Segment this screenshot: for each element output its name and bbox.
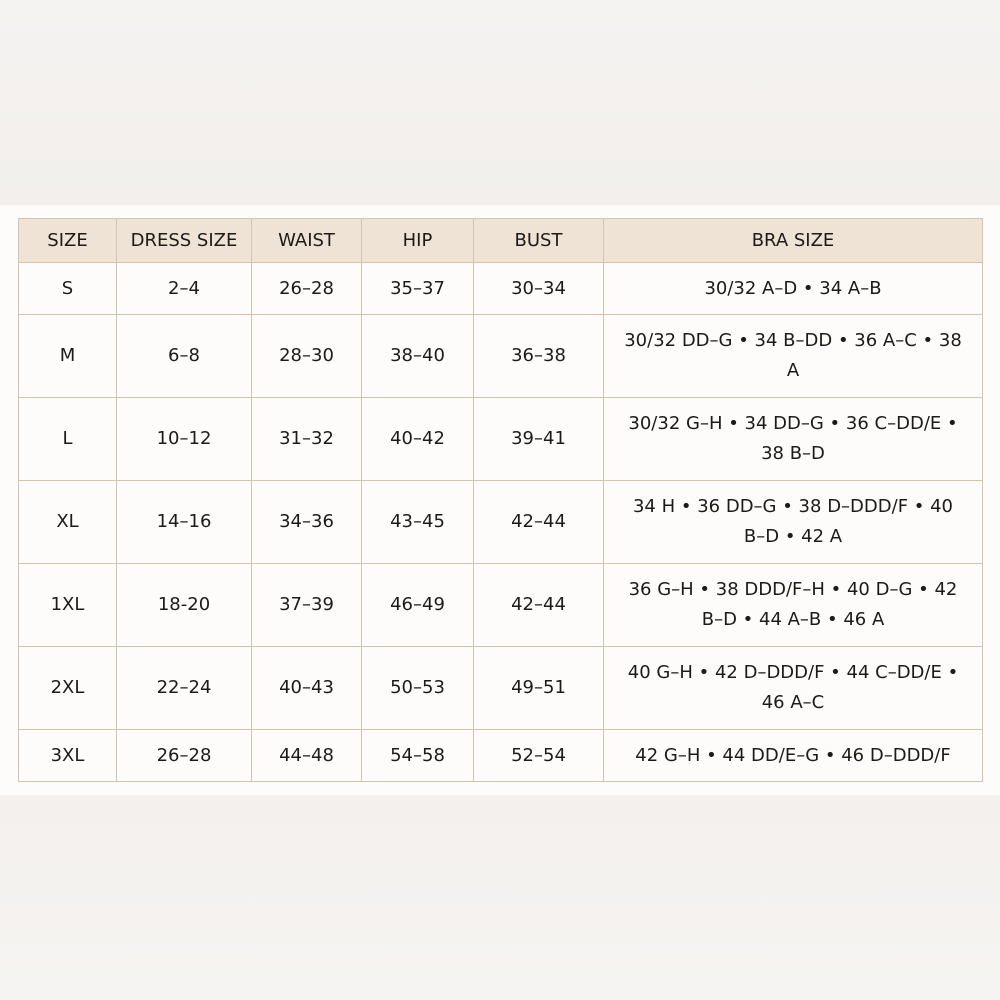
cell-bra-size: 40 G–H • 42 D–DDD/F • 44 C–DD/E • 46 A–C: [604, 647, 983, 730]
header-size: SIZE: [19, 219, 117, 263]
header-hip: HIP: [362, 219, 474, 263]
table-row-xl: [19, 481, 983, 564]
table-row-2xl: [19, 647, 983, 730]
cell-dress-size: 10–12: [117, 398, 252, 481]
cell-bra-size: 34 H • 36 DD–G • 38 D–DDD/F • 40 B–D • 42 A: [604, 481, 983, 564]
table-row-3xl: [19, 730, 983, 782]
cell-bust: 49–51: [474, 647, 604, 730]
cell-hip: 50–53: [362, 647, 474, 730]
cell-bra-size: 30/32 G–H • 34 DD–G • 36 C–DD/E • 38 B–D: [604, 398, 983, 481]
cell-dress-size: 2–4: [117, 263, 252, 315]
cell-bust: 42–44: [474, 481, 604, 564]
header-bust: BUST: [474, 219, 604, 263]
cell-bra-size: 30/32 A–D • 34 A–B: [604, 263, 983, 315]
cell-waist: 44–48: [252, 730, 362, 782]
cell-size: M: [19, 315, 117, 398]
cell-size: S: [19, 263, 117, 315]
cell-hip: 43–45: [362, 481, 474, 564]
cell-dress-size: 22–24: [117, 647, 252, 730]
cell-waist: 26–28: [252, 263, 362, 315]
cell-hip: 38–40: [362, 315, 474, 398]
cell-dress-size: 26–28: [117, 730, 252, 782]
table-row-s: [19, 263, 983, 315]
table-row-m: [19, 315, 983, 398]
cell-waist: 28–30: [252, 315, 362, 398]
cell-size: XL: [19, 481, 117, 564]
cell-bust: 39–41: [474, 398, 604, 481]
cell-size: 1XL: [19, 564, 117, 647]
cell-hip: 54–58: [362, 730, 474, 782]
top-background-band: [0, 0, 1000, 205]
header-bra-size: BRA SIZE: [604, 219, 983, 263]
cell-hip: 46–49: [362, 564, 474, 647]
cell-bra-size: 42 G–H • 44 DD/E–G • 46 D–DDD/F: [604, 730, 983, 782]
cell-bust: 36–38: [474, 315, 604, 398]
header-dress-size: DRESS SIZE: [117, 219, 252, 263]
bottom-background-band: [0, 795, 1000, 1000]
cell-bust: 52–54: [474, 730, 604, 782]
cell-size: 2XL: [19, 647, 117, 730]
cell-dress-size: 18-20: [117, 564, 252, 647]
cell-bust: 30–34: [474, 263, 604, 315]
table-row-l: [19, 398, 983, 481]
cell-size: 3XL: [19, 730, 117, 782]
cell-dress-size: 14–16: [117, 481, 252, 564]
cell-waist: 40–43: [252, 647, 362, 730]
cell-bra-size: 36 G–H • 38 DDD/F–H • 40 D–G • 42 B–D • 44 A–B • 46 A: [604, 564, 983, 647]
cell-dress-size: 6–8: [117, 315, 252, 398]
cell-waist: 31–32: [252, 398, 362, 481]
cell-waist: 37–39: [252, 564, 362, 647]
cell-hip: 35–37: [362, 263, 474, 315]
cell-size: L: [19, 398, 117, 481]
cell-bust: 42–44: [474, 564, 604, 647]
cell-hip: 40–42: [362, 398, 474, 481]
cell-bra-size: 30/32 DD–G • 34 B–DD • 36 A–C • 38 A: [604, 315, 983, 398]
header-waist: WAIST: [252, 219, 362, 263]
cell-waist: 34–36: [252, 481, 362, 564]
table-header-row: [19, 219, 983, 263]
table-row-1xl: [19, 564, 983, 647]
size-chart-table: [18, 218, 983, 782]
